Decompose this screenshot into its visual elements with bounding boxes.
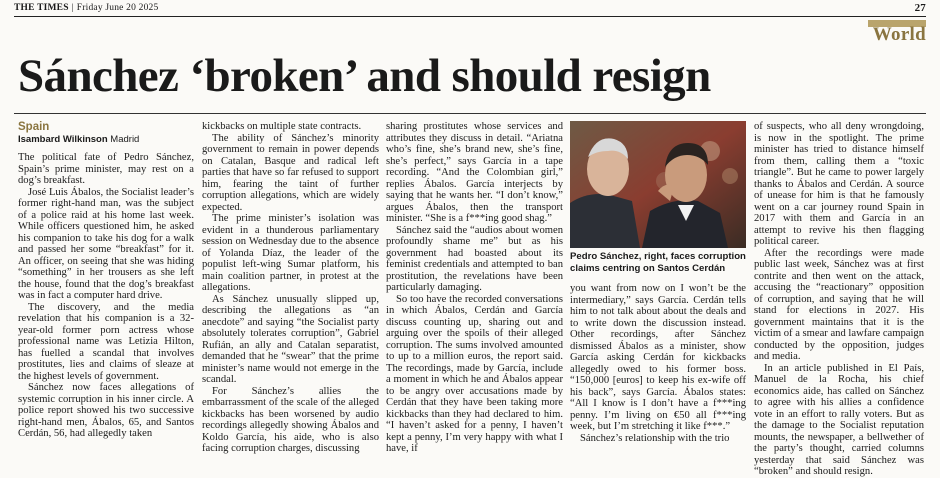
paragraph: of suspects, who all deny wrongdoing, is now in the spotlight. The prime minister has tried to distance himself from them, calling them a “toxic triangle”. But he came to power largely thanks to Ábalos and Cerdán. A source of unease for him is that he famously went on a car journey round Spain in 2017 with them and García in an attempt to revive his then flagging political career. [754,121,924,247]
byline-city: Madrid [110,134,140,145]
section-tag [868,20,926,44]
dateline [18,121,194,146]
masthead-left [14,3,158,13]
paragraph: Sánchez said the “audios about women profoundly shame me” but as his government had boasted about its feminist credentials and attempted to ban prostitution, the revelations have been particularly damaging. [386,224,563,293]
paragraph: For Sánchez’s allies the embarrassment of the scale of the alleged kickbacks has been worsened by audio recordings allegedly showing Ábalos and Koldo García, his aide, who is also facing corruption charges, discussing [202,385,379,454]
author-name: Isambard Wilkinson [18,134,108,145]
section-label: World [872,24,926,45]
headline-rule [14,113,926,114]
column-5 [754,121,925,477]
paragraph: you want from now on I won’t be the intermediary,” says García. Cerdán tells him to not talk about about the deals and to write down the discussion instead. Other recordings, after Sánchez dismissed Ábalos as a minister, show García asking Cerdán for kickbacks allegedly owed to his former boss. “150,000 [euros] to keep his ex-wife off his back”, says García. Ábalos states: “All I know is I don’t have a f***ing penny. I’m living on €50 all f***ing week, but I’m stretching it like f***.” [570,283,746,432]
column-3 [386,121,563,454]
headline: Sánchez ‘broken’ and should resign [18,50,711,102]
photo-illustration [570,121,746,248]
paragraph: The political fate of Pedro Sánchez, Spain’s prime minister, may rest on a dog’s breakfast. [18,152,194,186]
photo-caption: Pedro Sánchez, right, faces corruption claims centring on Santos Cerdán [570,251,746,274]
paragraph: After the recordings were made public last week, Sánchez was at first contrite and then went on the attack, accusing the “reactionary” opposition of corruption, and saying that he will stand for elections in 2027. His government maintains that it is the victim of a smear and lawfare campaign conducted by the opposition, judges and media. [754,247,925,362]
masthead-separator: | [71,3,74,13]
dateline-place: Spain [18,121,50,133]
paragraph: The prime minister’s isolation was evident in a thunderous parliamentary session on Wednesday due to the absence of Yolanda Díaz, the leader of the populist left-wing Sumar platform, his main coalition partner, in protest at the allegations. [202,213,379,293]
paragraph: José Luis Ábalos, the Socialist leader’s former right-hand man, was the subject of a police raid at his home last week. While officers questioned him, he asked his companion to take his dog for a walk and passed her some “breakfast” for it. An officer, on seeing that she was hiding “something” in her trousers as she left the house, found that the dog’s breakfast was in fact a computer hard drive. [18,186,194,301]
paragraph: The ability of Sánchez’s minority government to remain in power depends on Catalan, Basque and radical left parties that have so far refused to support him, fearing the taint of further corruption allegations, which are widely expected. [202,132,379,213]
paragraph: Sánchez’s relationship with the trio [580,432,730,444]
byline [18,134,194,146]
masthead [14,3,926,17]
paragraph: In an article published in El País, Manuel de la Rocha, his chief economics aide, has called on Sánchez to agree with his allies a confidence vote in an effort to rally voters. But as the damage to the Socialist reputation mounts, the newspaper, a bellwether of the party’s thought, carried columns yesterday that said Sánchez was “broken” and should resign. [754,362,924,477]
paragraph: As Sánchez unusually slipped up, describing the allegations as “an anecdote” and saying “the Socialist party absolutely tolerates corruption”, Gabriel Rufián, an ally and Catalan separatist, demanded that he “swear” that the prime minister’s name would not emerge in the scandal. [202,293,379,385]
paragraph: So too have the recorded conversations in which Ábalos, Cerdán and García discuss counting up, sharing out and arguing over the spoils of their alleged corruption. The sums involved amounted to up to a million euros, the report said. The recordings, made by García, include a moment in which he and Ábalos appear to be angry over accusations made by Cerdán that they have been taking more kickbacks than they had declared to him. “I haven’t asked for a penny, I haven’t kept a penny, I’m very happy with what I have, if [386,293,563,454]
column-2 [202,121,379,454]
paper-name: THE TIMES [14,3,69,13]
page-number: 27 [914,2,926,14]
top-rule [14,16,926,17]
column-4 [570,283,746,446]
paragraph: kickbacks on multiple state contracts. [202,121,362,132]
paragraph: Sánchez now faces allegations of systemic corruption in his inner circle. A police report showed his two successive right-hand men, Ábalos, 65, and Santos Cerdán, 56, had allegedly taken [18,382,194,439]
column-1 [18,121,194,446]
news-photo [570,121,746,248]
issue-date: Friday June 20 2025 [76,3,159,13]
paragraph: sharing prostitutes whose services and attributes they discuss in detail. “Ariatna who’s fine, she’s brand new, she’s fine, she’s perfect,” says García in a tape recording. “And the Colombian girl,” replies Ábalos. García interjects by saying that he wants her. “I don’t know,” argues Ábalos, then the transport minister. “She is a f***ing good shag.” [386,121,563,224]
paragraph: The discovery, and the media revelation that his companion is a 32-year-old former porn actress whose professional name was Letizia Hilton, has fuelled a scandal that involves prostitutes, lies and claims of sleaze at the highest levels of government. [18,301,194,382]
